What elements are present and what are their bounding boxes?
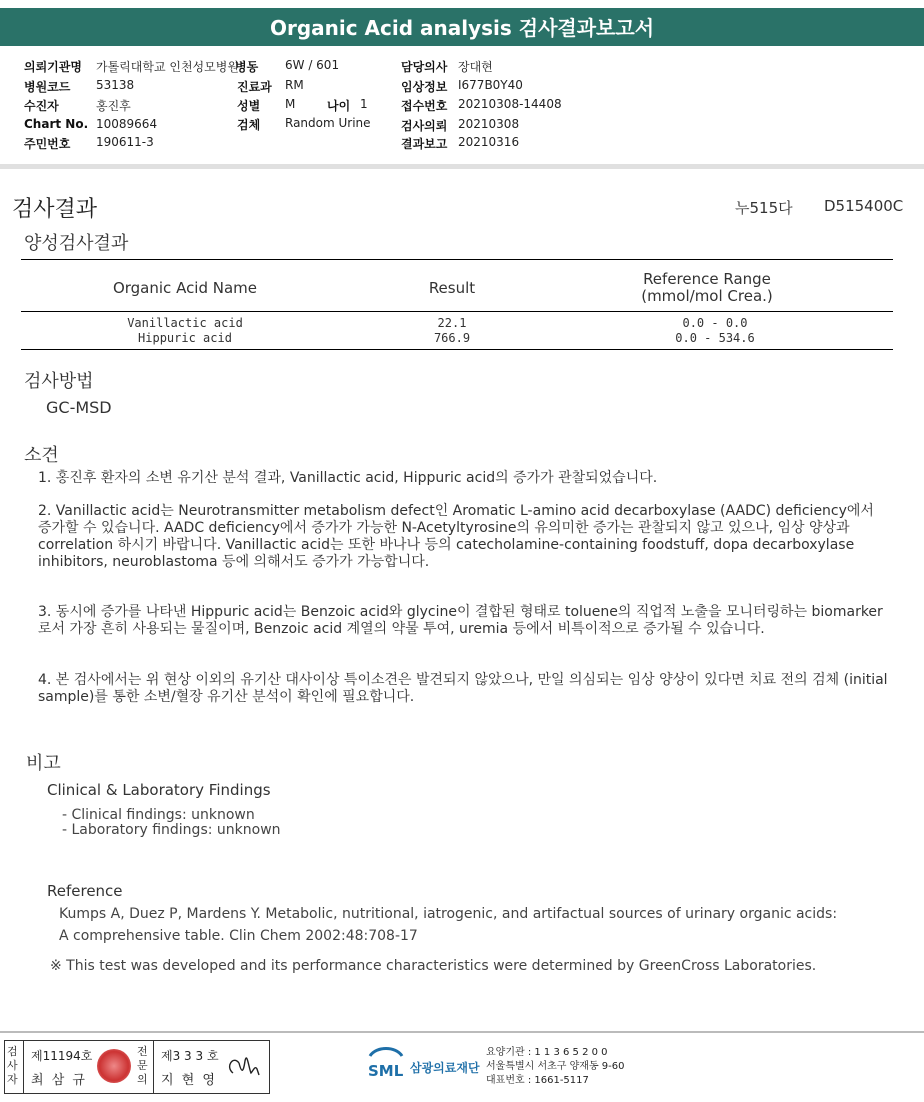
signature-box [4, 1040, 270, 1094]
lab-note: ※ This test was developed and its performance characteristics were determined by GreenCross Laboratories. [50, 958, 817, 974]
signer1-name: 최 삼 규 [31, 1073, 87, 1088]
logo-text: SML [368, 1062, 404, 1080]
org-line: 대표번호 : 1661-5117 [486, 1075, 589, 1086]
value-sex: M [285, 97, 296, 111]
value-ward: 6W / 601 [285, 58, 340, 72]
seal-stamp [97, 1049, 131, 1083]
row-result: 22.1 [437, 316, 467, 330]
col-header-range: Reference Range [643, 270, 771, 288]
method-value: GC-MSD [46, 398, 112, 417]
signer2-role: 전문의 [137, 1045, 148, 1086]
value-patient: 홍진후 [96, 99, 131, 113]
label-requester: 의뢰기관명 [24, 60, 82, 74]
test-code: D515400C [824, 197, 904, 215]
row-result: 766.9 [433, 331, 471, 345]
test-code-korean: 누515다 [735, 199, 793, 217]
row-name: Hippuric acid [138, 331, 232, 345]
value-requester: 가톨릭대학교 인천성모병원 [96, 60, 239, 74]
reference-heading: Reference [47, 882, 123, 900]
finding-paragraph: 1. 홍진후 환자의 소변 유기산 분석 결과, Vanillactic acid, Hippuric acid의 증가가 관찰되었습니다. [38, 470, 658, 486]
row-name: Vanillactic acid [127, 316, 243, 330]
col-header-name: Organic Acid Name [112, 279, 258, 297]
org-line: 서울특별시 서초구 양재동 9-60 [486, 1061, 625, 1072]
label-department: 진료과 [237, 80, 272, 94]
label-sex: 성별 [237, 99, 261, 113]
footer-rule [0, 1031, 924, 1033]
label-id-no: 주민번호 [24, 137, 71, 151]
table-header-rule [21, 311, 893, 312]
value-doctor: 장대현 [458, 60, 493, 74]
org-info [486, 1046, 625, 1088]
value-hospital-code: 53138 [96, 78, 135, 92]
value-receipt-no: 20210308-14408 [458, 97, 562, 111]
row-range: 0.0 - 534.6 [675, 331, 755, 345]
clinical-findings-heading: Clinical & Laboratory Findings [47, 781, 271, 799]
finding-paragraph: 2. Vanillactic acid는 Neurotransmitter metabolism defect인 Aromatic L-amino acid decarboxylase (AADC) deficiency에서 증가할 수 있습니다. AADC deficiency에서 증가가 가능한 N-Acetyltyrosine의 유의미한 증가는 관찰되지 않고 있으나, 임상 양상과 correlation 하시기 바랍니다. Vanillactic acid는 또한 바나나 등의 catecholamine-containing foodstuff, dopa decarboxylase inhibitors, neuroblastoma 등에 의해서도 증가가 가능합니다. [38, 503, 874, 570]
value-report-date: 20210316 [458, 135, 520, 149]
value-chart-no: 10089664 [96, 117, 158, 131]
findings-heading: 소견 [24, 445, 59, 466]
signer2-name: 지 현 영 [161, 1073, 217, 1088]
signer2-license: 제3 3 3 호 [161, 1049, 219, 1063]
label-report-date: 결과보고 [401, 137, 448, 151]
label-receipt-no: 접수번호 [401, 99, 448, 113]
label-clinical-info: 임상정보 [401, 80, 448, 94]
org-line: 요양기관 : 1 1 3 6 5 2 0 0 [486, 1047, 608, 1058]
label-hospital-code: 병원코드 [24, 80, 71, 94]
remarks-heading: 비고 [26, 753, 61, 774]
value-department: RM [285, 78, 304, 92]
divider [0, 164, 924, 169]
signer1-role: 검사자 [7, 1045, 18, 1086]
value-clinical-info: I677B0Y40 [458, 78, 523, 92]
method-heading: 검사방법 [24, 371, 94, 392]
divider [23, 1041, 24, 1093]
table-bottom-rule [21, 349, 893, 350]
label-age: 나이 [327, 99, 351, 113]
label-doctor: 담당의사 [401, 60, 448, 74]
label-ward: 병동 [235, 60, 259, 74]
table-top-rule [21, 259, 893, 260]
clinical-finding-item: - Clinical findings: unknown [62, 807, 255, 823]
label-specimen: 검체 [237, 118, 261, 132]
reference-line: A comprehensive table. Clin Chem 2002:48:708-17 [59, 928, 418, 944]
col-header-result: Result [428, 279, 476, 297]
signer1-license: 제11194호 [31, 1049, 93, 1063]
value-id-no: 190611-3 [96, 135, 154, 149]
row-range: 0.0 - 0.0 [682, 316, 748, 330]
reference-line: Kumps A, Duez P, Mardens Y. Metabolic, nutritional, iatrogenic, and artifactual sources of urinary organic acids: [59, 906, 838, 922]
finding-paragraph: 4. 본 검사에서는 위 현상 이외의 유기산 대사이상 특이소견은 발견되지 않았으나, 만일 의심되는 임상 양상이 있다면 치료 전의 검체 (initial sample)를 통한 소변/혈장 유기산 분석이 확인에 필요합니다. [38, 672, 888, 705]
label-patient: 수진자 [24, 99, 59, 113]
finding-paragraph: 3. 동시에 증가를 나타낸 Hippuric acid는 Benzoic acid와 glycine이 결합된 형태로 toluene의 직업적 노출을 모니터링하는 biomarker로서 가장 흔히 사용되는 물질이며, Benzoic acid 계열의 약물 투여, uremia 등에서 비특이적으로 증가될 수 있습니다. [38, 604, 883, 637]
label-request-date: 검사의뢰 [401, 119, 448, 133]
divider [153, 1041, 154, 1093]
positive-results-heading: 양성검사결과 [24, 233, 129, 254]
signature-icon [223, 1049, 267, 1085]
clinical-finding-item: - Laboratory findings: unknown [62, 822, 281, 838]
org-name: 삼광의료재단 [410, 1061, 480, 1075]
col-header-unit: (mmol/mol Crea.) [641, 287, 773, 305]
report-title: Organic Acid analysis 검사결과보고서 [0, 8, 924, 46]
value-request-date: 20210308 [458, 117, 520, 131]
label-chart-no: Chart No. [24, 117, 89, 131]
value-age: 1 [360, 97, 368, 111]
value-specimen: Random Urine [285, 116, 371, 130]
results-heading: 검사결과 [12, 197, 98, 222]
sml-logo-icon [366, 1046, 406, 1080]
